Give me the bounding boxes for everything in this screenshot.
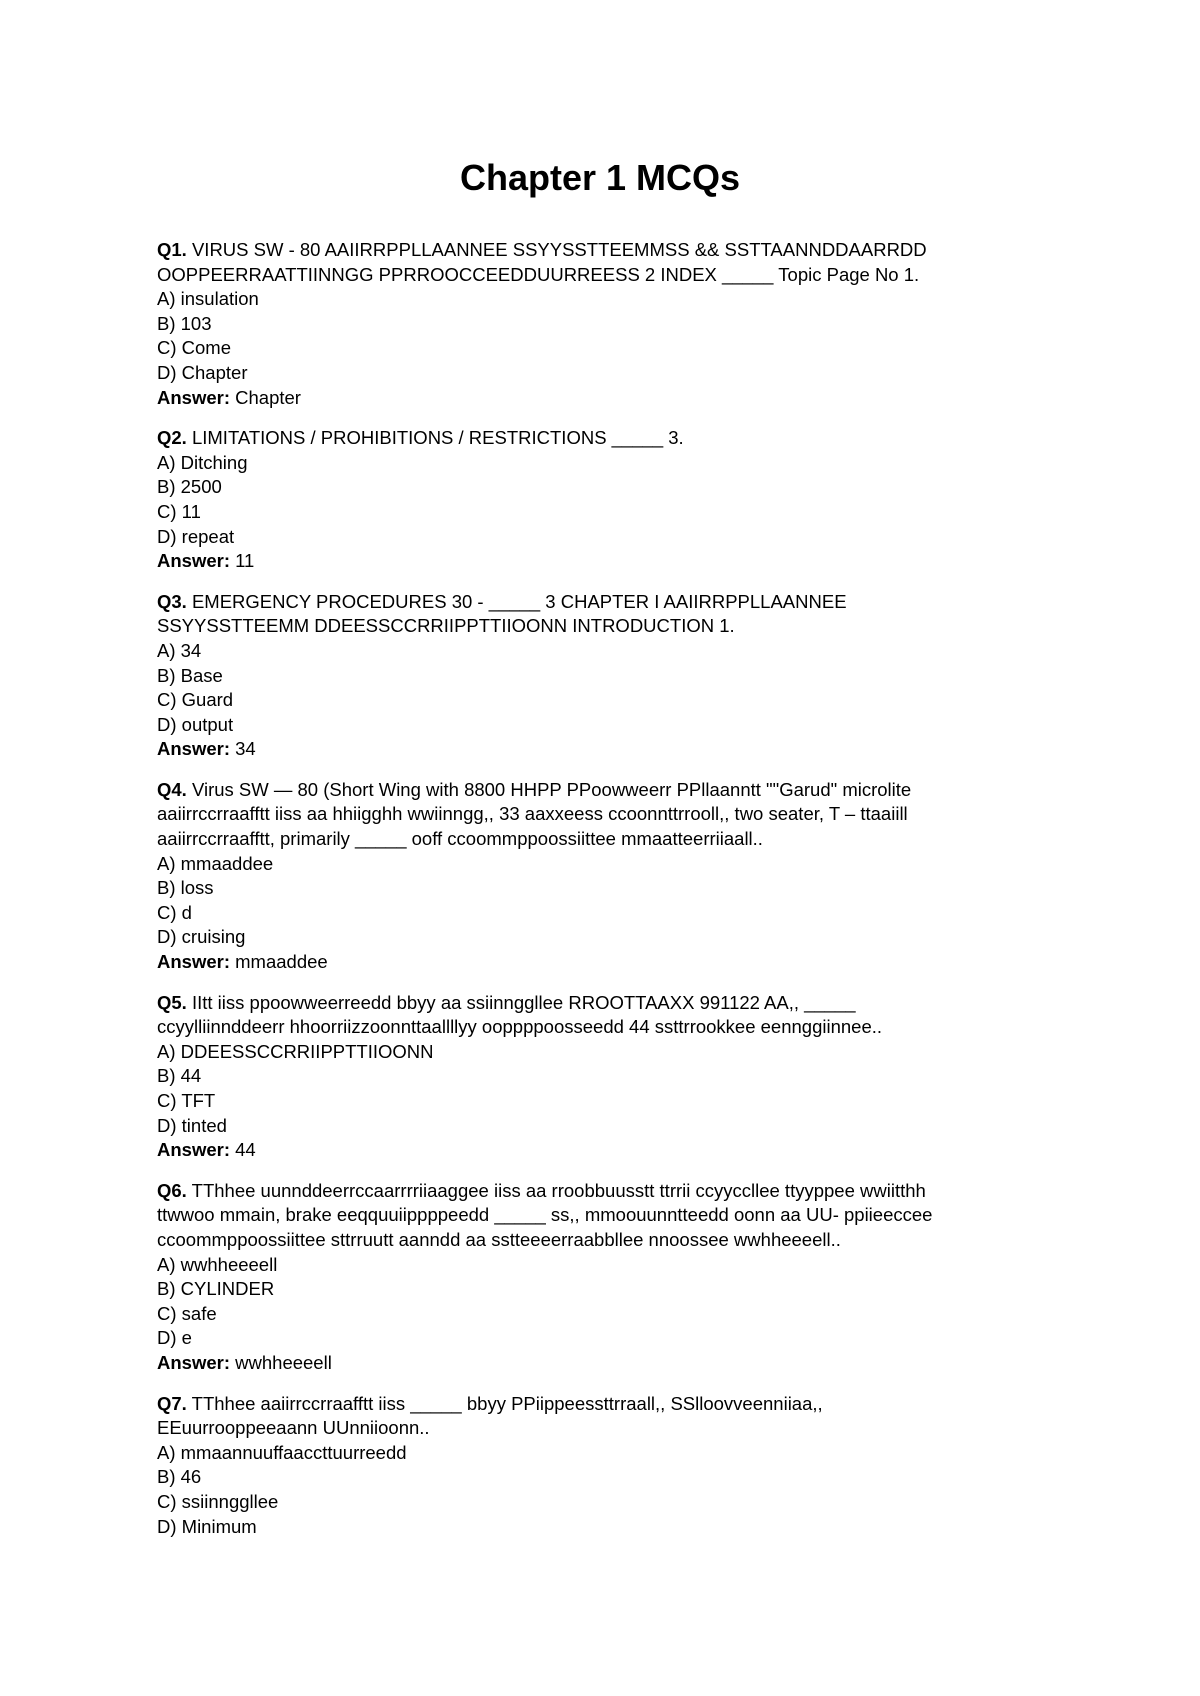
- answer-option: D) tinted: [157, 1114, 227, 1136]
- answer-line: [157, 1351, 1057, 1376]
- question-text-line: [157, 778, 1057, 803]
- answer-option: B) Base: [157, 664, 223, 686]
- question-text: ttwwoo mmain, brake eeqquuiippppeedd _____ ss,, mmoouunntteedd oonn aa UU- ppiieeccee: [157, 1204, 933, 1226]
- answer-line: [157, 386, 1057, 411]
- question-number: Q5.: [157, 991, 187, 1013]
- answer-label: Answer:: [157, 386, 230, 408]
- question-block: [157, 991, 1057, 1163]
- answer-option: B) 103: [157, 312, 212, 334]
- answer-option: D) cruising: [157, 926, 246, 948]
- answer-option: C) d: [157, 901, 192, 923]
- question-text: VIRUS SW - 80 AAIIRRPPLLAANNEE SSYYSSTTEEMMSS && SSTTAANNDDAARRDD: [191, 239, 927, 260]
- question-number: Q1.: [157, 239, 187, 260]
- question-number: Q3.: [157, 590, 187, 612]
- question-text: aaiirrccrraafftt iiss aa hhiigghh wwiinngg,, 33 aaxxeess ccoonnttrrooll,, two seater, T – ttaaiill: [157, 803, 908, 825]
- question-text-line: [157, 1203, 1057, 1228]
- answer-option: C) ssiinnggllee: [157, 1490, 279, 1512]
- question-block: [157, 1392, 1057, 1540]
- question-block: [157, 238, 1057, 410]
- answer-line: [157, 737, 1057, 762]
- answer-value: Chapter: [235, 386, 301, 408]
- answer-label: Answer:: [157, 1139, 230, 1161]
- question-text-line: [157, 1015, 1057, 1040]
- question-block: [157, 426, 1057, 574]
- question-text: aaiirrccrraafftt, primarily _____ ooff ccoommppoossiittee mmaatteerriiaall..: [157, 828, 763, 850]
- answer-option: D) Chapter: [157, 361, 248, 383]
- question-number: Q2.: [157, 427, 187, 449]
- answer-option: A) wwhheeeell: [157, 1253, 278, 1275]
- answer-option: B) CYLINDER: [157, 1278, 275, 1300]
- question-text: TThhee aaiirrccrraafftt iiss _____ bbyy PPiippeessttrraall,, SSlloovveenniiaa,,: [191, 1392, 823, 1414]
- question-text-line: [157, 802, 1057, 827]
- question-text-line: [157, 263, 1057, 288]
- question-text-line: [157, 590, 1057, 615]
- answer-label: Answer:: [157, 951, 230, 973]
- question-text-line: [157, 426, 1057, 451]
- question-block: [157, 1179, 1057, 1376]
- answer-option: A) mmaannuuffaaccttuurreedd: [157, 1441, 407, 1463]
- question-text: ccoommppoossiittee sttrruutt aanndd aa sstteeeerraabbllee nnoossee wwhheeeell..: [157, 1228, 841, 1250]
- question-block: [157, 778, 1057, 975]
- question-text: OOPPEERRAATTIINNGG PPRROOCCEEDDUURREESS 2 INDEX _____ Topic Page No 1.: [157, 263, 920, 285]
- question-text: EMERGENCY PROCEDURES 30 - _____ 3 CHAPTER I AAIIRRPPLLAANNEE: [191, 590, 847, 612]
- answer-option: A) 34: [157, 639, 202, 661]
- page-title: Chapter 1 MCQs: [459, 157, 741, 198]
- answer-label: Answer:: [157, 1351, 230, 1373]
- question-text-line: [157, 827, 1057, 852]
- question-number: Q7.: [157, 1392, 187, 1414]
- answer-label: Answer:: [157, 738, 230, 760]
- question-text: SSYYSSTTEEMM DDEESSCCRRIIPPTTIIOONN INTRODUCTION 1.: [157, 615, 735, 637]
- answer-label: Answer:: [157, 550, 230, 572]
- question-text-line: [157, 991, 1057, 1016]
- answer-line: [157, 950, 1057, 975]
- question-text: LIMITATIONS / PROHIBITIONS / RESTRICTIONS _____ 3.: [191, 427, 684, 449]
- answer-option: B) loss: [157, 877, 214, 899]
- answer-option: A) DDEESSCCRRIIPPTTIIOONN: [157, 1040, 434, 1062]
- answer-option: D) e: [157, 1327, 192, 1349]
- answer-line: [157, 549, 1057, 574]
- answer-option: C) 11: [157, 500, 201, 522]
- question-text: ccyylliinnddeerr hhoorriizzoonnttaallllyy ooppppoosseedd 44 ssttrrookkee eennggiinnee..: [157, 1016, 883, 1038]
- answer-value: mmaaddee: [235, 951, 328, 973]
- answer-option: B) 44: [157, 1065, 202, 1087]
- question-text: EEuurrooppeeaann UUnniioonn..: [157, 1417, 430, 1439]
- answer-option: A) Ditching: [157, 451, 248, 473]
- answer-line: [157, 1138, 1057, 1163]
- question-number: Q4.: [157, 778, 187, 800]
- question-text-line: [157, 1392, 1057, 1417]
- answer-value: wwhheeeell: [235, 1351, 332, 1373]
- answer-option: C) TFT: [157, 1090, 216, 1111]
- answer-option: D) Minimum: [157, 1515, 257, 1537]
- answer-option: C) Come: [157, 337, 232, 359]
- answer-option: A) mmaaddee: [157, 852, 274, 874]
- answer-value: 34: [235, 738, 256, 760]
- question-text: IItt iiss ppoowweerreedd bbyy aa ssiinnggllee RROOTTAAXX 991122 AA,, _____: [191, 991, 856, 1013]
- answer-option: D) output: [157, 713, 234, 735]
- question-text: Virus SW — 80 (Short Wing with 8800 HHPP PPoowweerr PPllaanntt ""Garud" microlite: [191, 778, 912, 800]
- question-text-line: [157, 614, 1057, 639]
- question-text-line: [157, 238, 1057, 263]
- question-text-line: [157, 1179, 1057, 1204]
- answer-option: B) 46: [157, 1466, 202, 1488]
- answer-option: C) safe: [157, 1302, 217, 1324]
- answer-option: B) 2500: [157, 476, 222, 498]
- question-list: [157, 238, 1057, 1555]
- answer-option: C) Guard: [157, 689, 234, 711]
- answer-option: A) insulation: [157, 288, 259, 310]
- question-number: Q6.: [157, 1179, 187, 1201]
- answer-value: 44: [235, 1139, 256, 1161]
- question-text-line: [157, 1228, 1057, 1253]
- answer-option: D) repeat: [157, 525, 235, 547]
- question-text: TThhee uunnddeerrccaarrrriiaaggee iiss aa rroobbuusstt ttrrii ccyyccllee ttyyppee wwiitthh: [191, 1179, 926, 1201]
- answer-value: 11: [235, 550, 255, 572]
- question-block: [157, 590, 1057, 762]
- question-text-line: [157, 1416, 1057, 1441]
